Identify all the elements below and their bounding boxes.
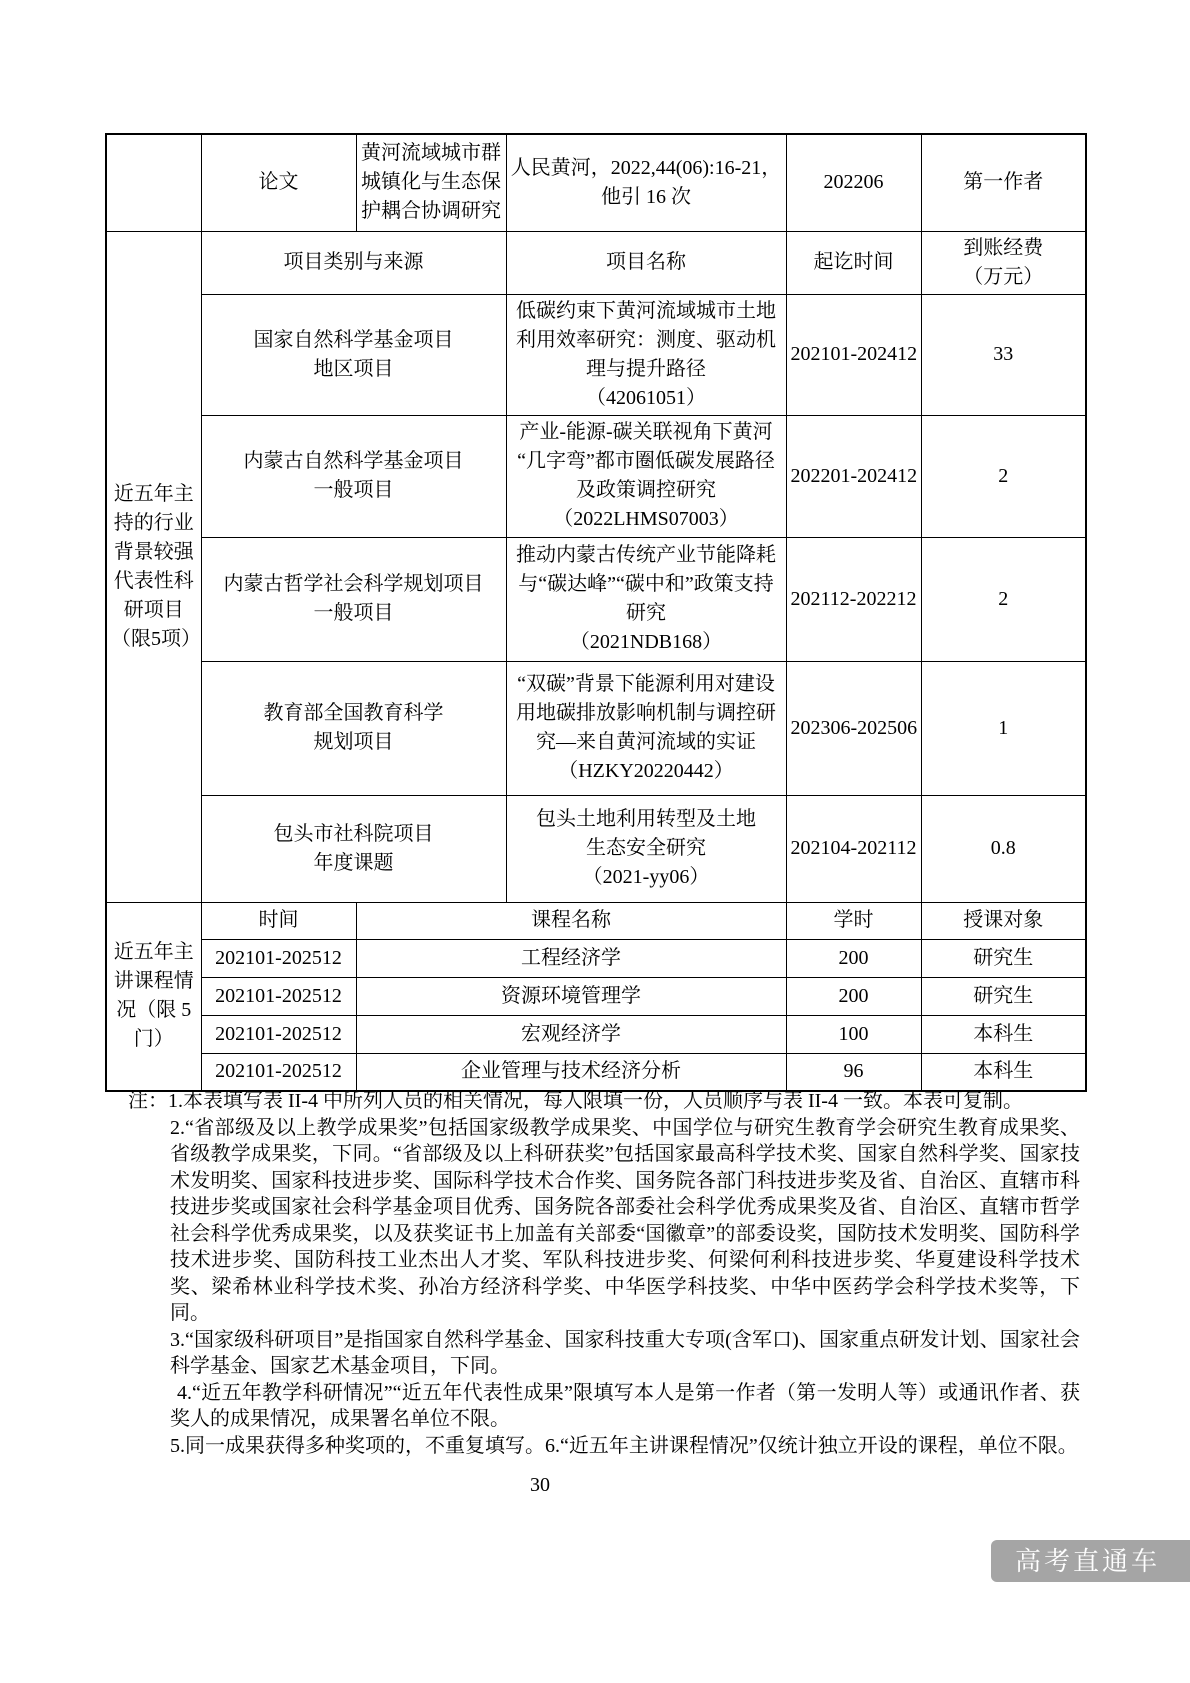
header-project-period: 起讫时间	[786, 231, 921, 294]
project-row	[106, 294, 1086, 415]
course-row	[106, 1053, 1086, 1091]
paper-title-cell: 黄河流域城市群 城镇化与生态保 护耦合协调研究	[356, 134, 506, 231]
project-name-cell: 产业-能源-碳关联视角下黄河“几字弯”都市圈低碳发展路径及政策调控研究 （2022LHMS07003）	[506, 415, 786, 537]
header-course-audience: 授课对象	[921, 902, 1086, 939]
course-hours-cell: 200	[786, 977, 921, 1015]
project-fund-cell: 2	[921, 415, 1086, 537]
project-name-cell: 低碳约束下黄河流域城市土地利用效率研究：测度、驱动机理与提升路径 （42061051）	[506, 294, 786, 415]
course-audience-cell: 研究生	[921, 977, 1086, 1015]
header-project-category: 项目类别与来源	[201, 231, 506, 294]
project-name-cell: 推动内蒙古传统产业节能降耗与“碳达峰”“碳中和”政策支持研究 （2021NDB168）	[506, 537, 786, 661]
course-row	[106, 1015, 1086, 1053]
project-row	[106, 661, 1086, 795]
course-audience-cell: 研究生	[921, 939, 1086, 977]
course-name-cell: 工程经济学	[356, 939, 786, 977]
note-item: 4.“近五年教学科研情况”“近五年代表性成果”限填写本人是第一作者（第一发明人等）或通讯作者、获奖人的成果情况，成果署名单位不限。	[170, 1381, 1080, 1430]
projects-section-label: 近五年主 持的行业 背景较强 代表性科 研项目 （限5项）	[106, 231, 201, 902]
project-period-cell: 202101-202412	[786, 294, 921, 415]
course-hours-cell: 96	[786, 1053, 921, 1091]
project-category-cell: 国家自然科学基金项目 地区项目	[201, 294, 506, 415]
course-name-cell: 宏观经济学	[356, 1015, 786, 1053]
project-period-cell: 202112-202212	[786, 537, 921, 661]
empty-side-cell	[106, 134, 201, 231]
watermark-badge: 高考直通车	[991, 1540, 1190, 1582]
project-category-cell: 教育部全国教育科学 规划项目	[201, 661, 506, 795]
project-row	[106, 415, 1086, 537]
project-category-cell: 内蒙古自然科学基金项目 一般项目	[201, 415, 506, 537]
paper-row	[106, 134, 1086, 231]
course-row	[106, 977, 1086, 1015]
course-time-cell: 202101-202512	[201, 977, 356, 1015]
courses-header-row	[106, 902, 1086, 939]
project-period-cell: 202104-202112	[786, 795, 921, 902]
paper-type-cell: 论文	[201, 134, 356, 231]
header-project-name: 项目名称	[506, 231, 786, 294]
header-course-hours: 学时	[786, 902, 921, 939]
notes-label: 注：	[128, 1090, 168, 1112]
note-item: 2.“省部级及以上教学成果奖”包括国家级教学成果奖、中国学位与研究生教育学会研究生教育成果奖、省级教学成果奖，下同。“省部级及以上科研获奖”包括国家最高科学技术奖、国家自然科学奖、国家技术发明奖、国家科技进步奖、国际科学技术合作奖、国务院各部门科技进步奖及省、自治区、直辖市科技进步奖或国家社会科学基金项目优秀、国务院各部委社会科学优秀成果奖及省、自治区、直辖市哲学社会科学优秀成果奖，以及获奖证书上加盖有关部委“国徽章”的部委设奖，国防技术发明奖、国防科学技术进步奖、国防科技工业杰出人才奖、军队科技进步奖、何梁何利科技进步奖、华夏建设科学技术奖、梁希林业科学技术奖、孙冶方经济科学奖、中华医学科技奖、中华中医药学会科学技术奖等，下同。	[170, 1116, 1080, 1324]
note-item	[128, 1088, 1080, 1115]
course-hours-cell: 200	[786, 939, 921, 977]
course-audience-cell: 本科生	[921, 1015, 1086, 1053]
course-name-cell: 资源环境管理学	[356, 977, 786, 1015]
course-hours-cell: 100	[786, 1015, 921, 1053]
course-time-cell: 202101-202512	[201, 1015, 356, 1053]
course-time-cell: 202101-202512	[201, 939, 356, 977]
info-table	[105, 133, 1087, 1092]
notes	[128, 1088, 1080, 1459]
project-row	[106, 795, 1086, 902]
project-fund-cell: 33	[921, 294, 1086, 415]
paper-author-role-cell: 第一作者	[921, 134, 1086, 231]
project-fund-cell: 1	[921, 661, 1086, 795]
note-item: 3.“国家级科研项目”是指国家自然科学基金、国家科技重大专项(含军口)、国家重点研发计划、国家社会科学基金、国家艺术基金项目，下同。	[170, 1328, 1080, 1377]
project-period-cell: 202201-202412	[786, 415, 921, 537]
course-name-cell: 企业管理与技术经济分析	[356, 1053, 786, 1091]
project-fund-cell: 0.8	[921, 795, 1086, 902]
header-course-time: 时间	[201, 902, 356, 939]
paper-date-cell: 202206	[786, 134, 921, 231]
courses-section-label: 近五年主 讲课程情 况（限 5 门）	[106, 902, 201, 1091]
course-row	[106, 939, 1086, 977]
note-text: 1.本表填写表 II-4 中所列人员的相关情况，每人限填一份，人员顺序与表 II-4 一致。本表可复制。	[168, 1090, 1023, 1112]
project-period-cell: 202306-202506	[786, 661, 921, 795]
paper-source-cell: 人民黄河，2022,44(06):16-21， 他引 16 次	[506, 134, 786, 231]
course-audience-cell: 本科生	[921, 1053, 1086, 1091]
projects-header-row	[106, 231, 1086, 294]
project-category-cell: 内蒙古哲学社会科学规划项目 一般项目	[201, 537, 506, 661]
project-fund-cell: 2	[921, 537, 1086, 661]
project-category-cell: 包头市社科院项目 年度课题	[201, 795, 506, 902]
course-time-cell: 202101-202512	[201, 1053, 356, 1091]
project-row	[106, 537, 1086, 661]
page-number: 30	[530, 1474, 550, 1496]
header-course-name: 课程名称	[356, 902, 786, 939]
project-name-cell: “双碳”背景下能源利用对建设用地碳排放影响机制与调控研究—来自黄河流域的实证 （HZKY20220442）	[506, 661, 786, 795]
project-name-cell: 包头土地利用转型及土地 生态安全研究 （2021-yy06）	[506, 795, 786, 902]
header-project-fund: 到账经费 （万元）	[921, 231, 1086, 294]
note-item: 5.同一成果获得多种奖项的，不重复填写。6.“近五年主讲课程情况”仅统计独立开设的课程，单位不限。	[170, 1434, 1078, 1457]
